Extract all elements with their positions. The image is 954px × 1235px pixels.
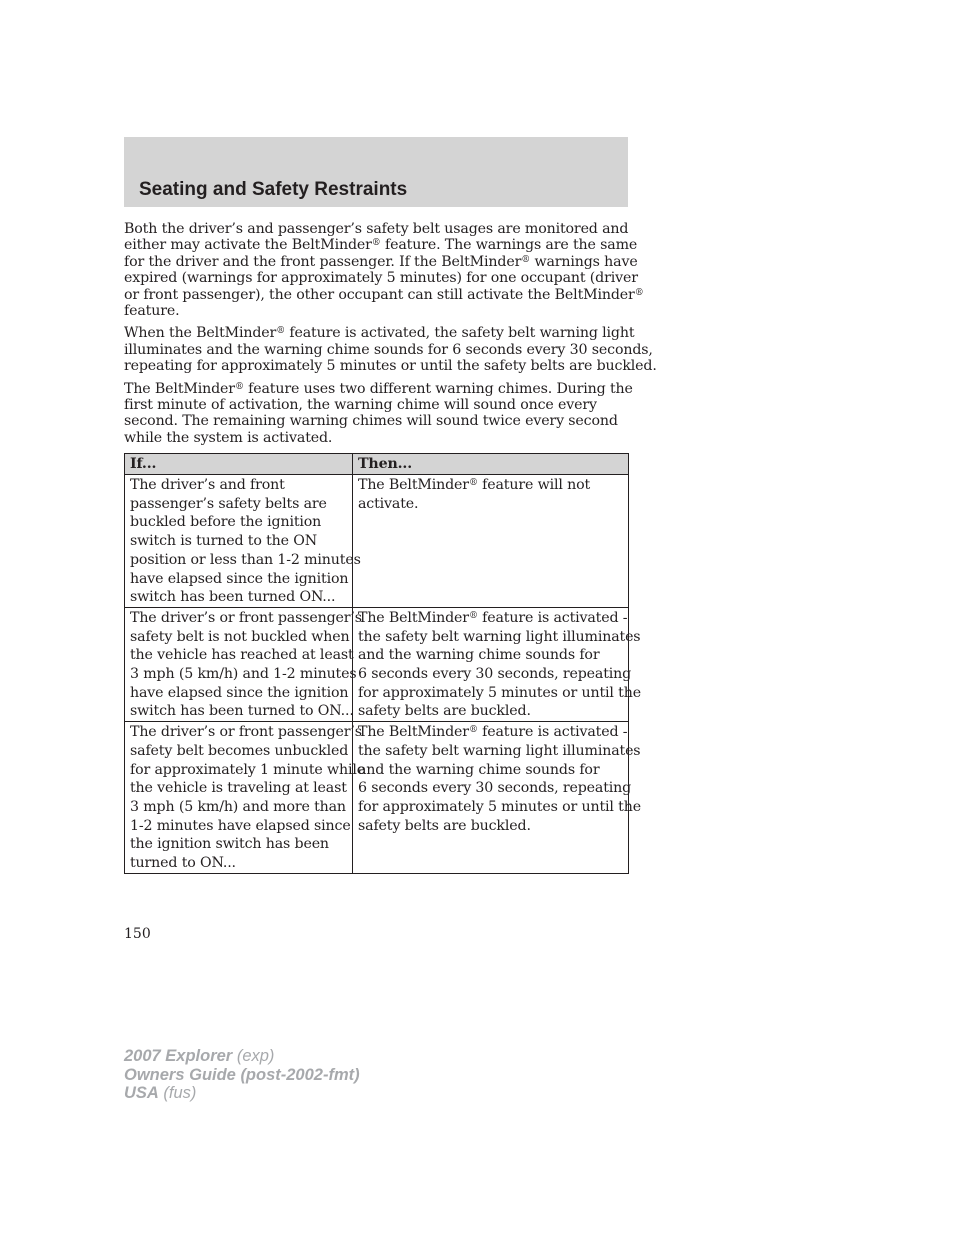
cell-line: The BeltMinder® feature is activated - <box>358 609 628 626</box>
cell-line: 1-2 minutes have elapsed since <box>130 817 351 834</box>
body-text <box>124 221 657 452</box>
cell-line: the safety belt warning light illuminates <box>358 742 641 759</box>
text-line: feature. <box>124 303 180 320</box>
registered-mark: ® <box>521 254 531 265</box>
table-row <box>125 607 629 721</box>
text-line: illuminates and the warning chime sounds for 6 seconds every 30 seconds, <box>124 341 653 358</box>
cell-line: passenger’s safety belts are <box>130 495 327 512</box>
cell-line: The driver’s and front <box>130 477 285 493</box>
cell-line: switch has been turned ON... <box>130 589 336 606</box>
cell-line: switch is turned to the ON <box>130 533 317 550</box>
if-cell <box>125 722 366 874</box>
footer-line: Owners Guide (post-2002-fmt) <box>124 1065 360 1084</box>
cell-line: switch has been turned to ON... <box>130 703 354 720</box>
cell-line: 3 mph (5 km/h) and more than <box>130 798 346 815</box>
text-line: or front passenger), the other occupant can still activate the BeltMinder® <box>124 286 644 303</box>
cell-line: have elapsed since the ignition <box>130 684 349 701</box>
table-row <box>125 475 629 608</box>
text-line: Both the driver’s and passenger’s safety belt usages are monitored and <box>124 221 629 237</box>
table-header-row <box>125 454 629 475</box>
registered-mark: ® <box>468 478 478 488</box>
text-line: while the system is activated. <box>124 429 333 446</box>
table-row <box>125 722 629 874</box>
document-footer <box>124 1047 360 1103</box>
text-line: expired (warnings for approximately 5 minutes) for one occupant (driver <box>124 270 638 287</box>
cell-line: The driver’s or front passenger’s <box>130 609 362 626</box>
cell-line: 3 mph (5 km/h) and 1-2 minutes <box>130 666 357 683</box>
cell-line: and the warning chime sounds for <box>358 647 600 664</box>
registered-mark: ® <box>634 287 644 298</box>
cell-line: the ignition switch has been <box>130 836 329 853</box>
footer-line: USA (fus) <box>124 1084 197 1102</box>
cell-line: 6 seconds every 30 seconds, repeating <box>358 666 632 683</box>
paragraph <box>124 221 644 320</box>
cell-line: The BeltMinder® feature is activated - <box>358 724 628 741</box>
cell-line: have elapsed since the ignition <box>130 570 349 587</box>
text-line: for the driver and the front passenger. If the BeltMinder® warnings have <box>124 253 638 270</box>
then-cell <box>353 475 629 608</box>
paragraph <box>124 380 633 447</box>
cell-line: for approximately 1 minute while <box>130 761 366 778</box>
cell-line: safety belts are buckled. <box>358 703 531 720</box>
column-header-if: If... <box>125 454 353 475</box>
cell-line: The BeltMinder® feature will not <box>358 477 591 493</box>
text-line: either may activate the BeltMinder® feature. The warnings are the same <box>124 237 638 254</box>
cell-line: and the warning chime sounds for <box>358 761 600 778</box>
registered-mark: ® <box>276 326 286 337</box>
cell-line: position or less than 1-2 minutes <box>130 551 361 568</box>
text-line: The BeltMinder® feature uses two different warning chimes. During the <box>124 380 633 397</box>
page-number: 150 <box>124 926 151 942</box>
then-cell <box>353 607 641 721</box>
text-line: first minute of activation, the warning chime will sound once every <box>124 397 597 414</box>
cell-line: safety belts are buckled. <box>358 817 531 834</box>
cell-line: buckled before the ignition <box>130 514 322 531</box>
cell-line: activate. <box>358 495 419 512</box>
cell-line: the vehicle is traveling at least <box>130 780 347 797</box>
column-header-then: Then... <box>353 454 629 475</box>
if-cell <box>125 475 361 608</box>
cell-line: The driver’s or front passenger’s <box>130 724 362 741</box>
cell-line: the safety belt warning light illuminates <box>358 628 641 645</box>
then-cell <box>353 722 641 874</box>
registered-mark: ® <box>371 238 381 249</box>
footer-line: 2007 Explorer (exp) <box>124 1047 275 1065</box>
if-cell <box>125 607 362 721</box>
cell-line: 6 seconds every 30 seconds, repeating <box>358 780 632 797</box>
registered-mark: ® <box>234 381 244 392</box>
beltminder-condition-table <box>124 453 641 874</box>
section-title: Seating and Safety Restraints <box>139 179 408 200</box>
text-line: second. The remaining warning chimes will sound twice every second <box>124 413 618 430</box>
registered-mark: ® <box>468 725 478 736</box>
cell-line: turned to ON... <box>130 855 236 872</box>
cell-line: safety belt is not buckled when <box>130 628 350 645</box>
text-line: repeating for approximately 5 minutes or until the safety belts are buckled. <box>124 358 657 375</box>
cell-line: for approximately 5 minutes or until the <box>358 684 641 701</box>
text-line: When the BeltMinder® feature is activated, the safety belt warning light <box>124 325 635 342</box>
registered-mark: ® <box>468 610 478 621</box>
cell-line: for approximately 5 minutes or until the <box>358 798 641 815</box>
paragraph <box>124 325 657 375</box>
cell-line: safety belt becomes unbuckled <box>130 742 349 759</box>
cell-line: the vehicle has reached at least <box>130 647 354 664</box>
